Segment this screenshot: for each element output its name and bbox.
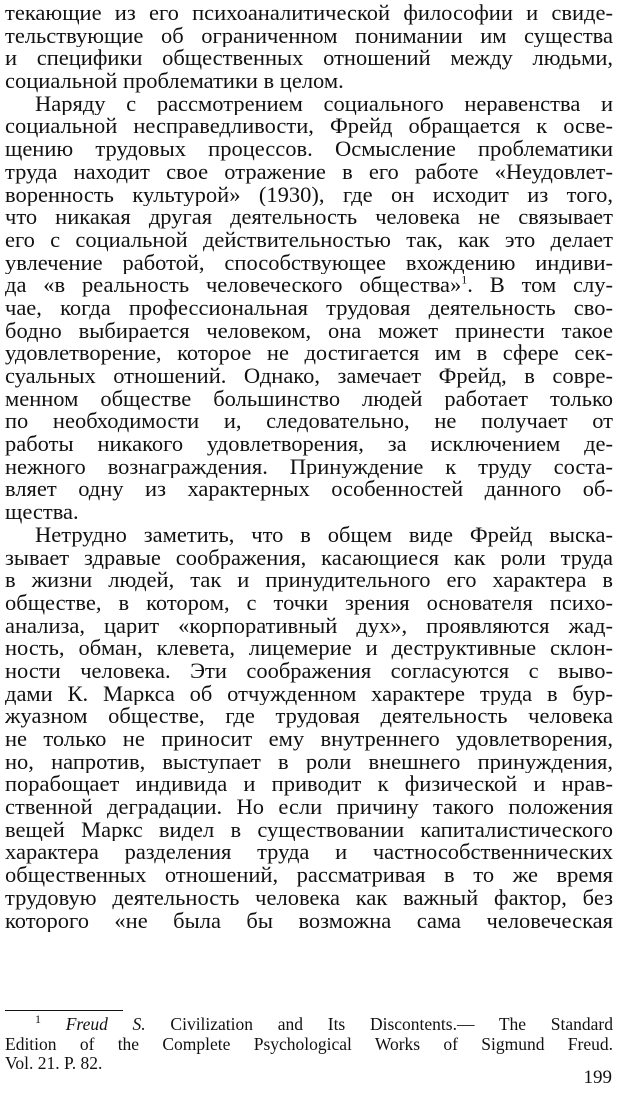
text-line: увлечение работой, способствующее вхождению индиви- <box>5 251 613 275</box>
footnote-line <box>5 1015 613 1035</box>
text-line: тельствующие об ограниченном понимании им существа <box>5 24 613 48</box>
text-line: ности человека. Эти соображения согласуются с выво- <box>5 659 613 683</box>
text-line: порабощает индивида и приводит к физической и нрав- <box>5 773 613 797</box>
text-line: бодно выбирается человеком, она может принести такое <box>5 319 613 343</box>
paragraph-2 <box>5 93 613 524</box>
text-line: не только не приносит ему внутреннего удовлетворения, <box>5 728 613 751</box>
text-line: характера разделения труда и частнособственнических <box>5 841 613 865</box>
text-line: вляет одну из характерных особенностей данного об- <box>5 478 613 502</box>
text-line: которого «не была бы возможна сама человеческая <box>5 909 613 933</box>
text-line: в жизни людей, так и принудительного его характера в <box>5 569 613 592</box>
footnote-marker: 1 <box>35 1015 41 1027</box>
footnote-divider <box>5 1010 123 1011</box>
text-line: Наряду с рассмотрением социального неравенства и <box>35 92 613 116</box>
text-line: обществе, в котором, с точки зрения основателя психо- <box>5 591 613 615</box>
footnote-line: Vol. 21. P. 82. <box>5 1054 103 1073</box>
paragraph-3 <box>5 524 613 932</box>
text-line: удовлетворение, которое не достигается им в сфере сек- <box>5 342 613 365</box>
text-line: его с социальной действительностью так, как это делает <box>5 228 613 252</box>
text-line: щества. <box>5 501 79 524</box>
text-segment: да «в реальность человеческого общества» <box>5 274 462 297</box>
text-line: но, напротив, выступает в роли внешнего принуждения, <box>5 750 613 774</box>
text-line: щению трудовых процессов. Осмысление проблематики <box>5 138 613 161</box>
text-line: социальной несправедливости, Фрейд обращается к осве- <box>5 115 613 139</box>
footnote-line: Edition of the Complete Psychological Works of Sigmund Freud. <box>5 1034 613 1054</box>
text-line: по необходимости и, следовательно, не получает от <box>5 410 613 434</box>
text-line: работы никакого удовлетворения, за исключением де- <box>5 433 613 456</box>
footnote-title: Civilization and Its Discontents.— The Standard <box>170 1015 613 1034</box>
paragraph-1 <box>5 2 613 93</box>
text-line: вещей Маркс видел в существовании капиталистического <box>5 818 613 842</box>
text-line: и специфики общественных отношений между людьми, <box>5 47 613 71</box>
footnote-author: Freud S. <box>65 1015 146 1034</box>
text-line: ственной деградации. Но если причину такого положения <box>5 796 613 819</box>
text-line: труда находит свое отражение в его работе «Неудовлет- <box>5 160 613 184</box>
text-line: зывает здравые соображения, касающиеся как роли труда <box>5 546 613 570</box>
text-line: Нетрудно заметить, что в общем виде Фрейд выска- <box>35 523 613 547</box>
text-line: чае, когда профессиональная трудовая деятельность сво- <box>5 296 613 320</box>
body-text <box>5 2 613 932</box>
text-line: воренность культурой» (1930), где он исходит из того, <box>5 183 613 207</box>
text-line: текающие из его психоаналитической философии и свиде- <box>5 2 613 25</box>
text-line: анализа, царит «корпоративный дух», проявляются жад- <box>5 614 613 638</box>
text-line: нежного вознаграждения. Принуждение к труду соста- <box>5 455 613 479</box>
text-line: трудовую деятельность человека как важный фактор, без <box>5 886 613 910</box>
text-line: менном обществе большинство людей работает только <box>5 387 613 411</box>
text-line: суальных отношений. Однако, замечает Фрейд, в совре- <box>5 365 613 388</box>
page-number: 199 <box>583 1067 612 1088</box>
text-line: социальной проблематики в целом. <box>5 70 344 93</box>
text-line: общественных отношений, рассматривая в то же время <box>5 864 613 887</box>
footnote-reference[interactable]: 1 <box>461 274 468 287</box>
text-line: жуазном обществе, где трудовая деятельность человека <box>5 705 613 728</box>
text-line-with-footnote-ref <box>5 274 613 297</box>
text-segment: . В том слу- <box>467 274 613 297</box>
text-line: ность, обман, клевета, лицемерие и деструктивные склон- <box>5 637 613 660</box>
text-line: что никакая другая деятельность человека не связывает <box>5 206 613 229</box>
footnotes <box>5 1015 613 1074</box>
text-line: дами К. Маркса об отчужденном характере труда в бур- <box>5 682 613 706</box>
